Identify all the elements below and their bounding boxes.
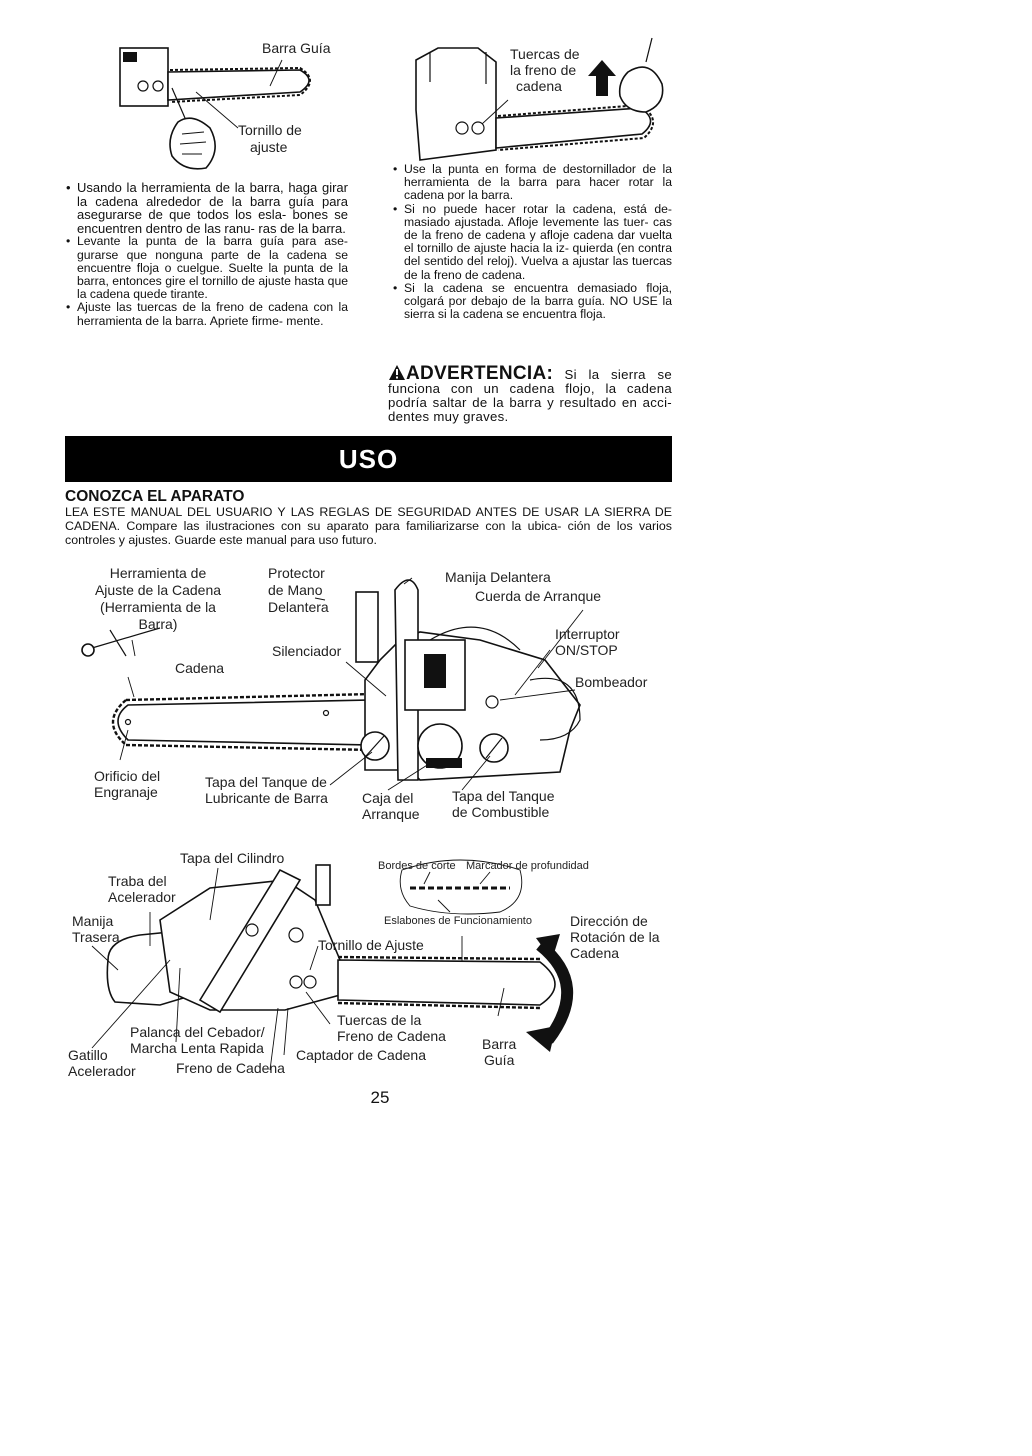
label-oil-2: Lubricante de Barra [205, 790, 328, 806]
right-bullet-2: • Si no puede hacer rotar la cadena, está de- masiado ajustada. Afloje levemente las tuer- cas de la freno de cadena y afloje cadena dar vuelta el tornillo de ajuste hacia la iz- quierda (en contra del sentido del reloj). Vuelva a ajustar las tuercas de la freno de cadena. [392, 203, 672, 282]
right-bullet-3: • Si la cadena se encuentra demasiado floja, colgará por debajo de la barra guía. NO USE la sierra si la cadena se encuentra floja. [392, 282, 672, 322]
label-screw-2: ajuste [250, 139, 288, 155]
warning-title: ADVERTENCIA: [406, 363, 554, 384]
left-bullet-3: • Ajuste las tuercas de la freno de cadena con la herramienta de la barra. Apriete firme- mente. [65, 301, 348, 327]
label-hole-1: Orificio del [94, 768, 161, 784]
label-front-handle: Manija Delantera [445, 569, 551, 585]
label-lock-1: Traba del [108, 873, 167, 889]
warning-text: Si la sierra se funciona con un cadena flojo, la cadena podría saltar de la barra y resultado en acci- dentes muy graves. [388, 367, 672, 424]
label-dir-3: Cadena [570, 945, 620, 961]
label-switch-2: ON/STOP [555, 642, 618, 658]
label-starter-1: Caja del [362, 790, 414, 806]
label-primer: Bombeador [575, 674, 648, 690]
label-switch-1: Interruptor [555, 626, 620, 642]
label-fuel-1: Tapa del Tanque [452, 788, 555, 804]
left-bullet-2: • Levante la punta de la barra guía para ase- gurarse que nonguna parte de la cadena se encuentre floja o cuelgue. Suelte la punta de la barra, entonces gire el tornillo de ajuste hasta que la cadena quede tirante. [65, 235, 348, 301]
label-catcher: Captador de Cadena [296, 1047, 426, 1063]
label-protector-1: Protector [268, 565, 325, 581]
know-text: LEA ESTE MANUAL DEL USUARIO Y LAS REGLAS DE SEGURIDAD ANTES DE USAR LA SIERRA DE CADENA. Compare las ilustraciones con su aparato para familiarizarse con la ubica- ción de los varios controles y ajustes. Guarde este manual para uso futuro. [65, 505, 672, 547]
label-cyl: Tapa del Cilindro [180, 850, 285, 866]
label-muffler: Silenciador [272, 643, 342, 659]
label-protector-3: Delantera [268, 599, 329, 615]
right-bullet-1: • Use la punta en forma de destornillador de la herramienta de la barra para hacer rotar la cadena por la barra. [392, 163, 672, 203]
label-brake: Freno de Cadena [176, 1060, 285, 1076]
know-heading: CONOZCA EL APARATO [65, 488, 245, 505]
label-nuts-2: la freno de [510, 62, 577, 78]
label-dir-1: Dirección de [570, 913, 648, 929]
label-starter-2: Arranque [362, 806, 420, 822]
label-depth: Marcador de profundidad [466, 860, 589, 872]
label-nuts-3: cadena [516, 78, 562, 94]
label-oil-1: Tapa del Tanque de [205, 774, 327, 790]
label-choke-1: Palanca del Cebador/ [130, 1024, 265, 1040]
label-bar-2: Guía [484, 1052, 515, 1068]
label-protector-2: de Mano [268, 582, 323, 598]
label-chain: Cadena [175, 660, 225, 676]
label-nuts-1: Tuercas de [510, 46, 580, 62]
label-starter-rope: Cuerda de Arranque [475, 588, 602, 604]
label-trigger-2: Acelerador [68, 1063, 136, 1079]
label-rear-1: Manija [72, 913, 114, 929]
label-fuel-2: de Combustible [452, 804, 550, 820]
label-choke-2: Marcha Lenta Rapida [130, 1040, 264, 1056]
label-tool-2: Ajuste de la Cadena [94, 582, 222, 598]
label-drive: Eslabones de Funcionamiento [384, 915, 532, 927]
label-bar: Barra Guía [262, 40, 331, 56]
label-tool-3: (Herramienta de la [100, 599, 216, 615]
label-cutting: Bordes de corte [378, 860, 456, 872]
label-adj: Tornillo de Ajuste [318, 937, 424, 953]
label-hole-2: Engranaje [94, 784, 158, 800]
label-tool-1: Herramienta de [109, 565, 207, 581]
label-tool-4: Barra) [138, 616, 178, 632]
label-trigger-1: Gatillo [68, 1047, 108, 1063]
label-rear-2: Trasera [72, 929, 120, 945]
page-number: 25 [370, 1088, 390, 1107]
label-nuts-1: Tuercas de la [337, 1012, 422, 1028]
section-banner-title: USO [338, 443, 399, 474]
label-screw-1: Tornillo de [238, 122, 302, 138]
label-dir-2: Rotación de la [570, 929, 660, 945]
left-bullet-1: • Usando la herramienta de la barra, haga girar la cadena alrededor de la barra guía para asegurarse de que todos los esla- bones se encuentren dentro de las ranu- ras de la barra. [65, 181, 348, 235]
label-lock-2: Acelerador [108, 889, 176, 905]
label-bar-1: Barra [482, 1036, 517, 1052]
label-nuts-2: Freno de Cadena [337, 1028, 446, 1044]
